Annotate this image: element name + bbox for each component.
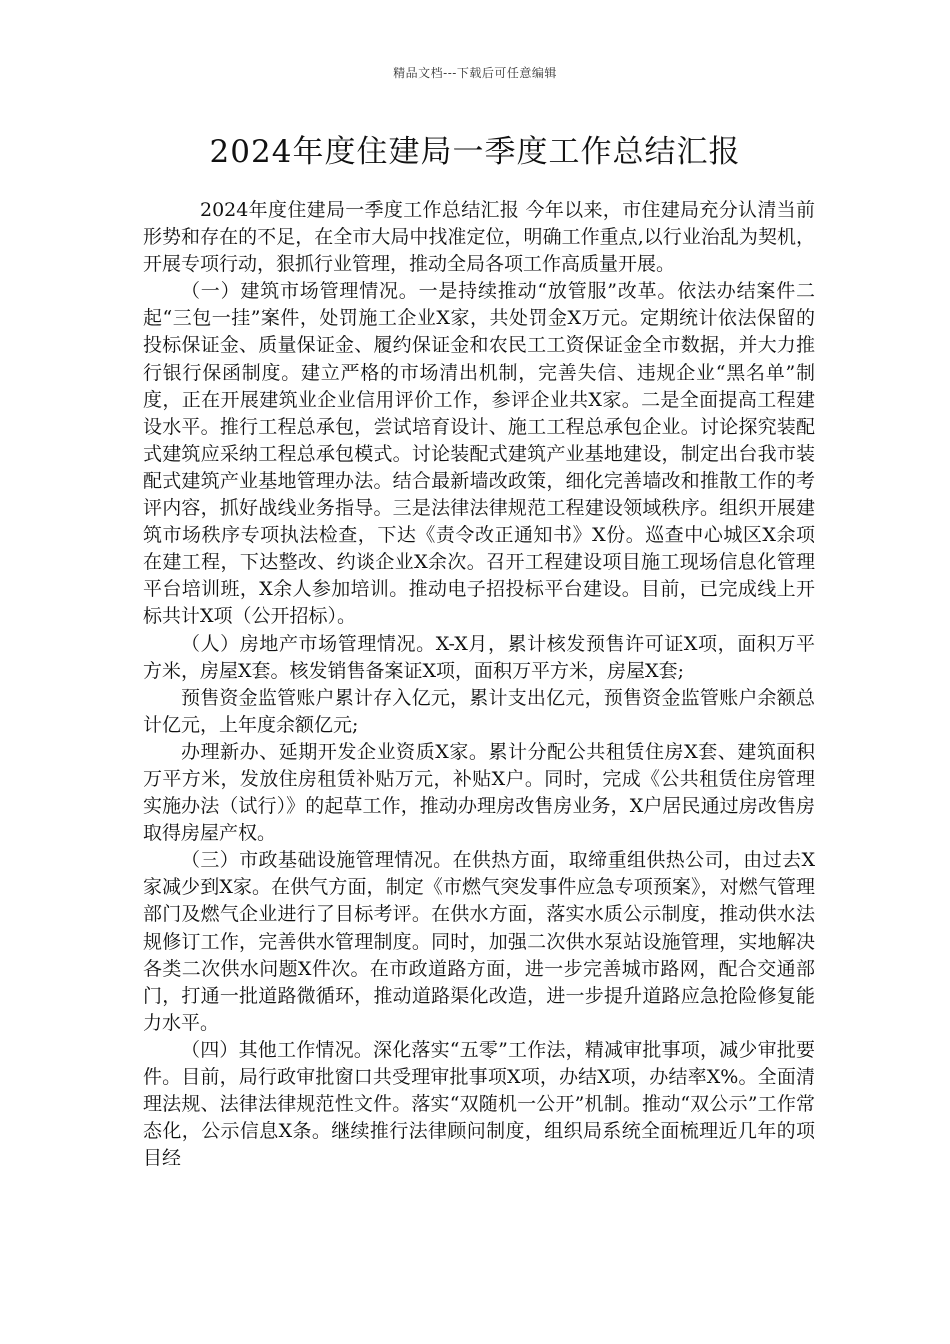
paragraph-construction-market: （一）建筑市场管理情况。一是持续推动“放管服”改革。依法办结案件二起“三包一挂”案件，处罚施工企业X家，共处罚金X万元。定期统计依法保留的投标保证金、质量保证金、履约保证金和农民工工资保证金全市数据，并大力推行银行保函制度。建立严格的市场清出机制，完善失信、违规企业“黑名单”制度，正在开展建筑业企业信用评价工作，参评企业共X家。二是全面提高工程建设水平。推行工程总承包，尝试培育设计、施工工程总承包企业。讨论探究装配式建筑应采纳工程总承包模式。讨论装配式建筑产业基地建设，制定出台我市装配式建筑产业基地管理办法。结合最新墙改政策，细化完善墙改和推散工作的考评内容，抓好战线业务指导。三是法律法律规范工程建设领域秩序。组织开展建筑市场秩序专项执法检查，下达《责令改正通知书》X份。巡查中心城区X余项在建工程，下达整改、约谈企业X余次。召开工程建设项目施工现场信息化管理平台培训班，X余人参加培训。推动电子招投标平台建设。目前，已完成线上开标共计X项（公开招标）。 — [143, 280, 815, 628]
paragraph-housing: 办理新办、延期开发企业资质X家。累计分配公共租赁住房X套、建筑面积万平方米，发放住房租赁补贴万元，补贴X户。同时，完成《公共租赁住房管理实施办法（试行）》的起草工作，推动办理房改售房业务，X户居民通过房改售房取得房屋产权。 — [143, 740, 815, 845]
document-title: 2024年度住建局一季度工作总结汇报 — [209, 134, 741, 170]
document-body — [143, 197, 815, 1172]
paragraph-presale-funds: 预售资金监管账户累计存入亿元，累计支出亿元，预售资金监管账户余额总计亿元，上年度余额亿元; — [143, 686, 815, 736]
paragraph-other-work: （四）其他工作情况。深化落实“五零”工作法，精减审批事项，减少审批要件。目前，局行政审批窗口共受理审批事项X项，办结X项，办结率X%。全面清理法规、法律法律规范性文件。落实“双随机一公开”机制。推动“双公示”工作常态化，公示信息X条。继续推行法律顾问制度，组织局系统全面梳理近几年的项目经 — [143, 1038, 815, 1170]
paragraph-intro: 2024年度住建局一季度工作总结汇报 今年以来，市住建局充分认清当前形势和存在的不足，在全市大局中找准定位，明确工作重点,以行业治乱为契机，开展专项行动，狠抓行业管理，推动全局各项工作高质量开展。 — [143, 199, 815, 276]
paragraph-real-estate: （人）房地产市场管理情况。X-X月，累计核发预售许可证X项，面积万平方米，房屋X套。核发销售备案证X项，面积万平方米，房屋X套; — [143, 632, 815, 682]
page-header: 精品文档---下载后可任意编辑 — [393, 66, 557, 80]
paragraph-municipal: （三）市政基础设施管理情况。在供热方面，取缔重组供热公司，由过去X家减少到X家。在供气方面，制定《市燃气突发事件应急专项预案》，对燃气管理部门及燃气企业进行了目标考评。在供水方面，落实水质公示制度，推动供水法规修订工作，完善供水管理制度。同时，加强二次供水泵站设施管理，实地解决各类二次供水问题X件次。在市政道路方面，进一步完善城市路网，配合交通部门，打通一批道路微循环，推动道路渠化改造，进一步提升道路应急抢险修复能力水平。 — [143, 849, 815, 1034]
